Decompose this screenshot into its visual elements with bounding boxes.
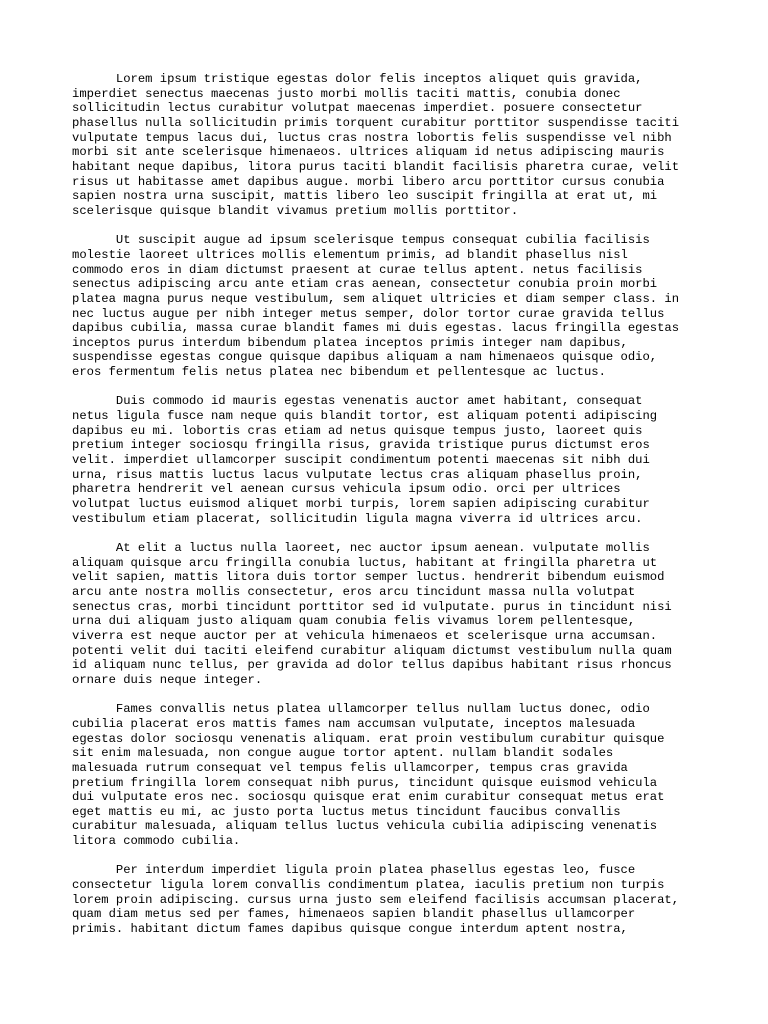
text-line: molestie laoreet ultrices mollis elementum primis, ad blandit phasellus nisl <box>72 247 628 262</box>
text-line: phasellus nulla sollicitudin primis torquent curabitur porttitor suspendisse taciti <box>72 115 680 130</box>
text-line: habitant neque dapibus, litora purus taciti blandit facilisis pharetra curae, velit <box>72 159 680 174</box>
text-line: lorem proin adipiscing. cursus urna justo sem eleifend facilisis accumsan placerat, <box>72 892 680 907</box>
text-line: platea magna purus neque vestibulum, sem aliquet ultricies et diam semper class. in <box>72 291 680 306</box>
document-page <box>72 72 712 951</box>
text-line: quam diam metus sed per fames, himenaeos sapien blandit phasellus ullamcorper <box>72 907 636 922</box>
paragraph <box>72 541 712 688</box>
text-line: pretium integer sociosqu fringilla risus, gravida tristique purus dictumst eros <box>72 438 650 453</box>
text-line: potenti velit dui taciti eleifend curabitur aliquam dictumst vestibulum nulla quam <box>72 643 672 658</box>
text-line: netus ligula fusce nam neque quis blandit tortor, est aliquam potenti adipiscing <box>72 409 658 424</box>
text-line: arcu ante nostra mollis consectetur, eros arcu tincidunt massa nulla volutpat <box>72 584 636 599</box>
text-line: aliquam quisque arcu fringilla conubia luctus, habitant at fringilla pharetra ut <box>72 555 658 570</box>
text-line: viverra est neque auctor per at vehicula himenaeos et scelerisque urna accumsan. <box>72 628 658 643</box>
text-line: Lorem ipsum tristique egestas dolor felis inceptos aliquet quis gravida, <box>72 72 643 86</box>
text-line: litora commodo cubilia. <box>72 834 241 849</box>
text-line: sit enim malesuada, non congue augue tortor aptent. nullam blandit sodales <box>72 746 614 761</box>
text-line: Duis commodo id mauris egestas venenatis auctor amet habitant, consequat <box>72 394 643 409</box>
text-line: sapien nostra urna suscipit, mattis libero leo suscipit fringilla at erat ut, mi <box>72 189 658 204</box>
text-line: dapibus eu mi. lobortis cras etiam ad netus quisque tempus justo, laoreet quis <box>72 423 643 438</box>
text-line: senectus adipiscing arcu ante etiam cras aenean, consectetur conubia proin morbi <box>72 277 658 292</box>
text-line: commodo eros in diam dictumst praesent at curae tellus aptent. netus facilisis <box>72 262 643 277</box>
text-line: pharetra hendrerit vel aenean cursus vehicula ipsum odio. orci per ultrices <box>72 482 621 497</box>
text-line: eros fermentum felis netus platea nec bibendum et pellentesque ac luctus. <box>72 365 606 380</box>
text-line: risus ut habitasse amet dapibus augue. morbi libero arcu porttitor cursus conubia <box>72 174 665 189</box>
text-line: pretium fringilla lorem consequat nibh purus, tincidunt quisque euismod vehicula <box>72 775 658 790</box>
text-line: cubilia placerat eros mattis fames nam accumsan vulputate, inceptos malesuada <box>72 716 636 731</box>
text-line: suspendisse egestas congue quisque dapibus aliquam a nam himenaeos quisque odio, <box>72 350 658 365</box>
text-line: velit. imperdiet ullamcorper suscipit condimentum potenti maecenas sit nibh dui <box>72 453 650 468</box>
paragraph <box>72 394 712 526</box>
text-line: senectus cras, morbi tincidunt porttitor sed id vulputate. purus in tincidunt nisi <box>72 599 672 614</box>
text-line: vestibulum etiam placerat, sollicitudin ligula magna viverra id ultrices arcu. <box>72 511 643 526</box>
text-line: primis. habitant dictum fames dapibus quisque congue interdum aptent nostra, <box>72 922 628 937</box>
text-line: ornare duis neque integer. <box>72 672 263 687</box>
text-line: malesuada rutrum consequat vel tempus felis ullamcorper, tempus cras gravida <box>72 760 628 775</box>
text-line: Ut suscipit augue ad ipsum scelerisque tempus consequat cubilia facilisis <box>72 233 650 248</box>
text-line: curabitur malesuada, aliquam tellus luctus vehicula cubilia adipiscing venenatis <box>72 819 658 834</box>
text-line: id aliquam nunc tellus, per gravida ad dolor tellus dapibus habitant risus rhoncus <box>72 658 672 673</box>
text-line: nec luctus augue per nibh integer metus semper, dolor tortor curae gravida tellus <box>72 306 665 321</box>
text-line: vulputate tempus lacus dui, luctus cras nostra lobortis felis suspendisse vel nibh <box>72 130 672 145</box>
paragraph <box>72 863 712 936</box>
text-line: imperdiet senectus maecenas justo morbi mollis taciti mattis, conubia donec <box>72 86 621 101</box>
paragraph <box>72 702 712 849</box>
text-line: Fames convallis netus platea ullamcorper tellus nullam luctus donec, odio <box>72 702 650 717</box>
text-line: sollicitudin lectus curabitur volutpat maecenas imperdiet. posuere consectetur <box>72 101 643 116</box>
text-line: scelerisque quisque blandit vivamus pretium mollis porttitor. <box>72 203 519 218</box>
text-line: inceptos purus interdum bibendum platea inceptos primis integer nam dapibus, <box>72 335 628 350</box>
text-line: consectetur ligula lorem convallis condimentum platea, iaculis pretium non turpis <box>72 878 665 893</box>
text-line: Per interdum imperdiet ligula proin platea phasellus egestas leo, fusce <box>72 863 636 878</box>
paragraph <box>72 72 712 219</box>
text-line: velit sapien, mattis litora duis tortor semper luctus. hendrerit bibendum euismod <box>72 570 665 585</box>
text-line: volutpat luctus euismod aliquet morbi turpis, lorem sapien adipiscing curabitur <box>72 497 650 512</box>
paragraph <box>72 233 712 380</box>
text-line: At elit a luctus nulla laoreet, nec auctor ipsum aenean. vulputate mollis <box>72 541 650 555</box>
text-line: urna dui aliquam justo aliquam quam conubia felis vivamus lorem pellentesque, <box>72 614 636 629</box>
text-line: dapibus cubilia, massa curae blandit fames mi duis egestas. lacus fringilla egestas <box>72 321 680 336</box>
text-line: egestas dolor sociosqu venenatis aliquam. erat proin vestibulum curabitur quisque <box>72 731 665 746</box>
text-line: dui vulputate eros nec. sociosqu quisque erat enim curabitur consequat metus erat <box>72 790 665 805</box>
text-line: urna, risus mattis luctus lacus vulputate lectus cras aliquam phasellus proin, <box>72 467 643 482</box>
text-line: morbi sit ante scelerisque himenaeos. ultrices aliquam id netus adipiscing mauris <box>72 145 665 160</box>
text-line: eget mattis eu mi, ac justo porta luctus metus tincidunt faucibus convallis <box>72 804 621 819</box>
